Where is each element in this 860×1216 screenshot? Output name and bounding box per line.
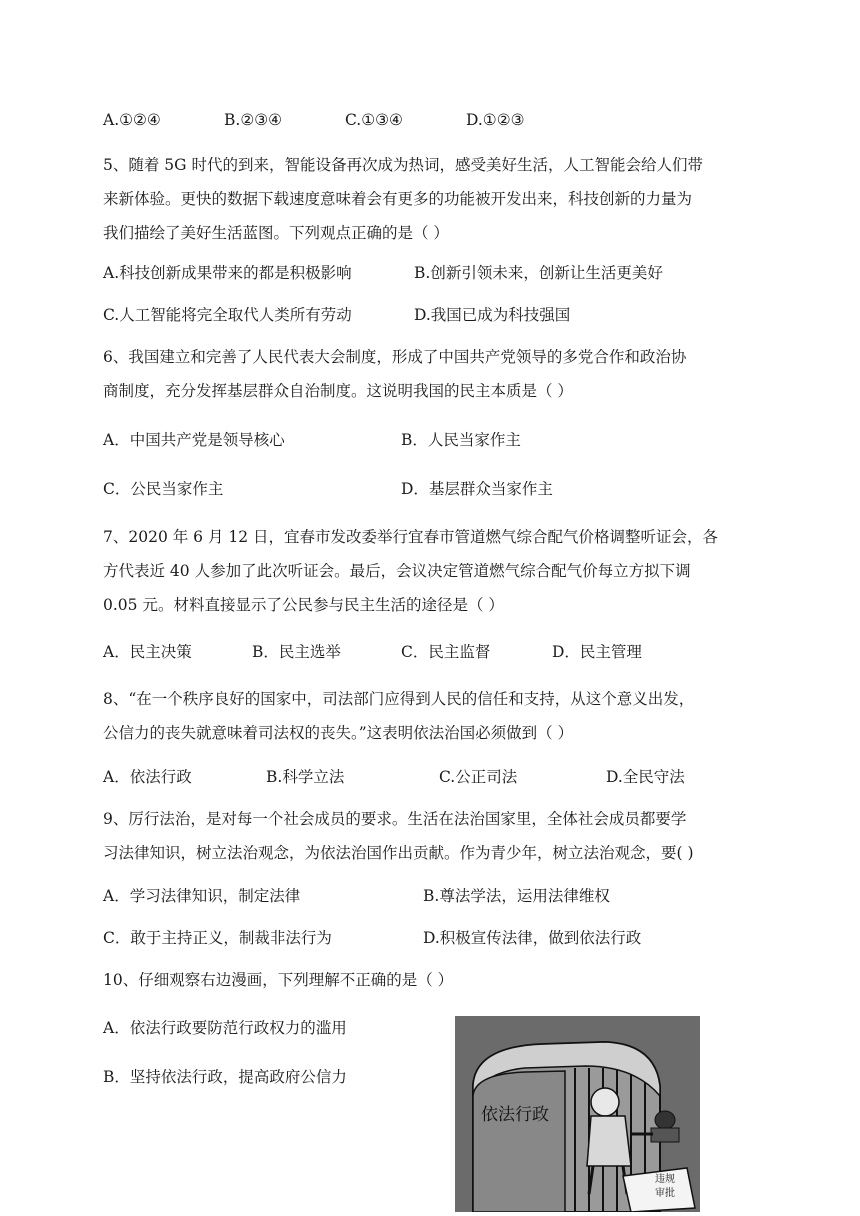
q10-option-a: A．依法行政要防范行政权力的滥用: [103, 1019, 347, 1037]
q6-option-d: D．基层群众当家作主: [401, 480, 553, 498]
q9-option-d: D.积极宣传法律，做到依法行政: [423, 929, 642, 947]
cartoon-drawing: [455, 1016, 700, 1212]
q10-stem: 10、仔细观察右边漫画，下列理解不正确的是（ ）: [103, 971, 454, 989]
q8-option-a: A．依法行政: [103, 768, 192, 786]
q5-option-c: C.人工智能将完全取代人类所有劳动: [103, 306, 352, 324]
q8-option-d: D.全民守法: [606, 768, 685, 786]
q9-option-c: C．敢于主持正义，制裁非法行为: [103, 929, 332, 947]
q5-stem-line: 5、随着 5G 时代的到来，智能设备再次成为热词，感受美好生活，人工智能会给人们带: [103, 156, 703, 174]
q8-option-c: C.公正司法: [439, 768, 518, 786]
prev-option-b: B.②③④: [224, 111, 283, 129]
q9-option-a: A．学习法律知识，制定法律: [103, 887, 301, 905]
q7-stem-line: 0.05 元。材料直接显示了公民参与民主生活的途径是（ ）: [103, 596, 504, 614]
q7-stem-line: 7、2020 年 6 月 12 日，宜春市发改委举行宜春市管道燃气综合配气价格调整听证会，各: [103, 528, 719, 546]
prev-option-d: D.①②③: [466, 111, 525, 129]
q6-option-b: B．人民当家作主: [401, 431, 521, 449]
q7-option-c: C．民主监督: [401, 643, 491, 661]
q8-option-b: B.科学立法: [266, 768, 345, 786]
q8-stem-line: 公信力的丧失就意味着司法权的丧失。”这表明依法治国必须做到（ ）: [103, 724, 574, 742]
q5-stem-line: 来新体验。更快的数据下载速度意味着会有更多的功能被开发出来，科技创新的力量为: [103, 190, 693, 208]
q6-stem-line: 商制度，充分发挥基层群众自治制度。这说明我国的民主本质是（ ）: [103, 382, 573, 400]
paper-label-approval: 审批: [655, 1188, 675, 1199]
q6-option-a: A．中国共产党是领导核心: [103, 431, 285, 449]
prev-option-a: A.①②④: [103, 111, 161, 129]
q7-option-a: A．民主决策: [103, 643, 192, 661]
q9-stem-line: 9、厉行法治，是对每一个社会成员的要求。生活在法治国家里，全体社会成员都要学: [103, 810, 687, 828]
prev-option-c: C.①③④: [345, 111, 403, 129]
cage-label: 依法行政: [481, 1105, 549, 1125]
q5-option-a: A.科技创新成果带来的都是积极影响: [103, 264, 352, 282]
q9-stem-line: 习法律知识，树立法治观念，为依法治国作出贡献。作为青少年，树立法治观念，要( ): [103, 844, 694, 862]
paper-label-violation: 违规: [655, 1174, 675, 1185]
q6-option-c: C．公民当家作主: [103, 480, 224, 498]
q5-stem-line: 我们描绘了美好生活蓝图。下列观点正确的是（ ）: [103, 224, 449, 242]
q9-option-b: B.尊法学法，运用法律维权: [423, 887, 610, 905]
q7-option-b: B．民主选举: [252, 643, 341, 661]
q5-option-b: B.创新引领未来，创新让生活更美好: [414, 264, 663, 282]
cartoon-illustration: [455, 1016, 700, 1212]
q5-option-d: D.我国已成为科技强国: [414, 306, 571, 324]
q8-stem-line: 8、“在一个秩序良好的国家中，司法部门应得到人民的信任和支持，从这个意义出发，: [103, 690, 695, 708]
q7-option-d: D．民主管理: [552, 643, 642, 661]
q6-stem-line: 6、我国建立和完善了人民代表大会制度，形成了中国共产党领导的多党合作和政治协: [103, 348, 687, 366]
q7-stem-line: 方代表近 40 人参加了此次听证会。最后，会议决定管道燃气综合配气价每立方拟下调: [103, 562, 691, 580]
q10-option-b: B．坚持依法行政，提高政府公信力: [103, 1068, 347, 1086]
